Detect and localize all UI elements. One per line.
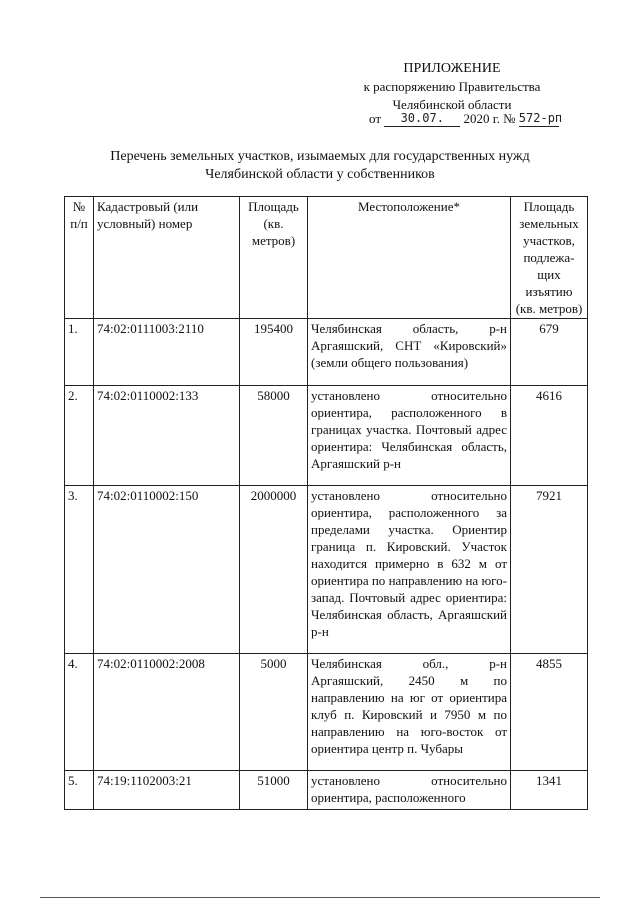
table-row (65, 486, 588, 654)
header-area: Площадь (кв. метров) (240, 197, 308, 319)
cell-seized-area: 7921 (511, 486, 588, 654)
heading-line-1: Перечень земельных участков, изымаемых для государственных нужд (110, 149, 530, 164)
cell-num: 2. (65, 386, 94, 486)
table-row (65, 319, 588, 386)
cell-seized-area: 1341 (511, 771, 588, 810)
decree-date-line (369, 111, 563, 127)
cell-seized-area: 679 (511, 319, 588, 386)
cell-num: 4. (65, 654, 94, 771)
cell-seized-area: 4855 (511, 654, 588, 771)
cell-location (308, 771, 511, 810)
cell-area: 2000000 (240, 486, 308, 654)
land-plots-table (64, 196, 588, 810)
page-bottom-rule (40, 897, 600, 898)
decree-number: 572-рп (518, 111, 563, 125)
appendix-block (312, 60, 592, 114)
cell-location: установлено относительно ориентира, расположенного за пределами участка. Ориентир граница п. Кировский. Участок находится примерно в 632 м от ориентира по направлению на юго-запад. Почтовый адрес ориентира: Челябинская область, Аргаяшский р-н (308, 486, 511, 654)
cell-area: 195400 (240, 319, 308, 386)
table-row (65, 386, 588, 486)
header-cadastral: Кадастровый (или условный) номер (94, 197, 240, 319)
table-row (65, 771, 588, 810)
cell-seized-area: 4616 (511, 386, 588, 486)
cell-area: 5000 (240, 654, 308, 771)
cell-cadastral: 74:02:0111003:2110 (94, 319, 240, 386)
heading-line-2: Челябинской области у собственников (205, 167, 435, 182)
document-heading (60, 148, 580, 184)
cell-cadastral: 74:19:1102003:21 (94, 771, 240, 810)
cell-num: 1. (65, 319, 94, 386)
cell-cadastral: 74:02:0110002:150 (94, 486, 240, 654)
cell-area: 51000 (240, 771, 308, 810)
table-row (65, 654, 588, 771)
header-num: № п/п (65, 197, 94, 319)
appendix-line-1: к распоряжению Правительства (363, 79, 541, 94)
cell-location-text: установлено относительно ориентира, расположенного (311, 773, 507, 805)
cell-location: Челябинская обл., р-н Аргаяшский, 2450 м по направлению на юг от ориентира клуб п. Кировский и 7950 м по направлению на юго-восток от ориентира центр п. Чубары (308, 654, 511, 771)
cell-area: 58000 (240, 386, 308, 486)
header-seized-area: Площадь земельных участков, подлежа-щих изъятию (кв. метров) (511, 197, 588, 319)
cell-cadastral: 74:02:0110002:133 (94, 386, 240, 486)
cell-cadastral: 74:02:0110002:2008 (94, 654, 240, 771)
cell-location: Челябинская область, р-н Аргаяшский, СНТ «Кировский» (земли общего пользования) (308, 319, 511, 386)
header-location: Местоположение* (308, 197, 511, 319)
appendix-line-2: Челябинской области (392, 97, 512, 112)
from-label: от (369, 111, 382, 126)
decree-date: 30.07. (384, 111, 460, 127)
cell-num: 5. (65, 771, 94, 810)
appendix-title: ПРИЛОЖЕНИЕ (403, 61, 501, 76)
cell-num: 3. (65, 486, 94, 654)
cell-location: установлено относительно ориентира, расположенного в границах участка. Почтовый адрес ориентира: Челябинская область, Аргаяшский р-н (308, 386, 511, 486)
table-header-row (65, 197, 588, 319)
year-label: 2020 г. № (463, 111, 516, 126)
